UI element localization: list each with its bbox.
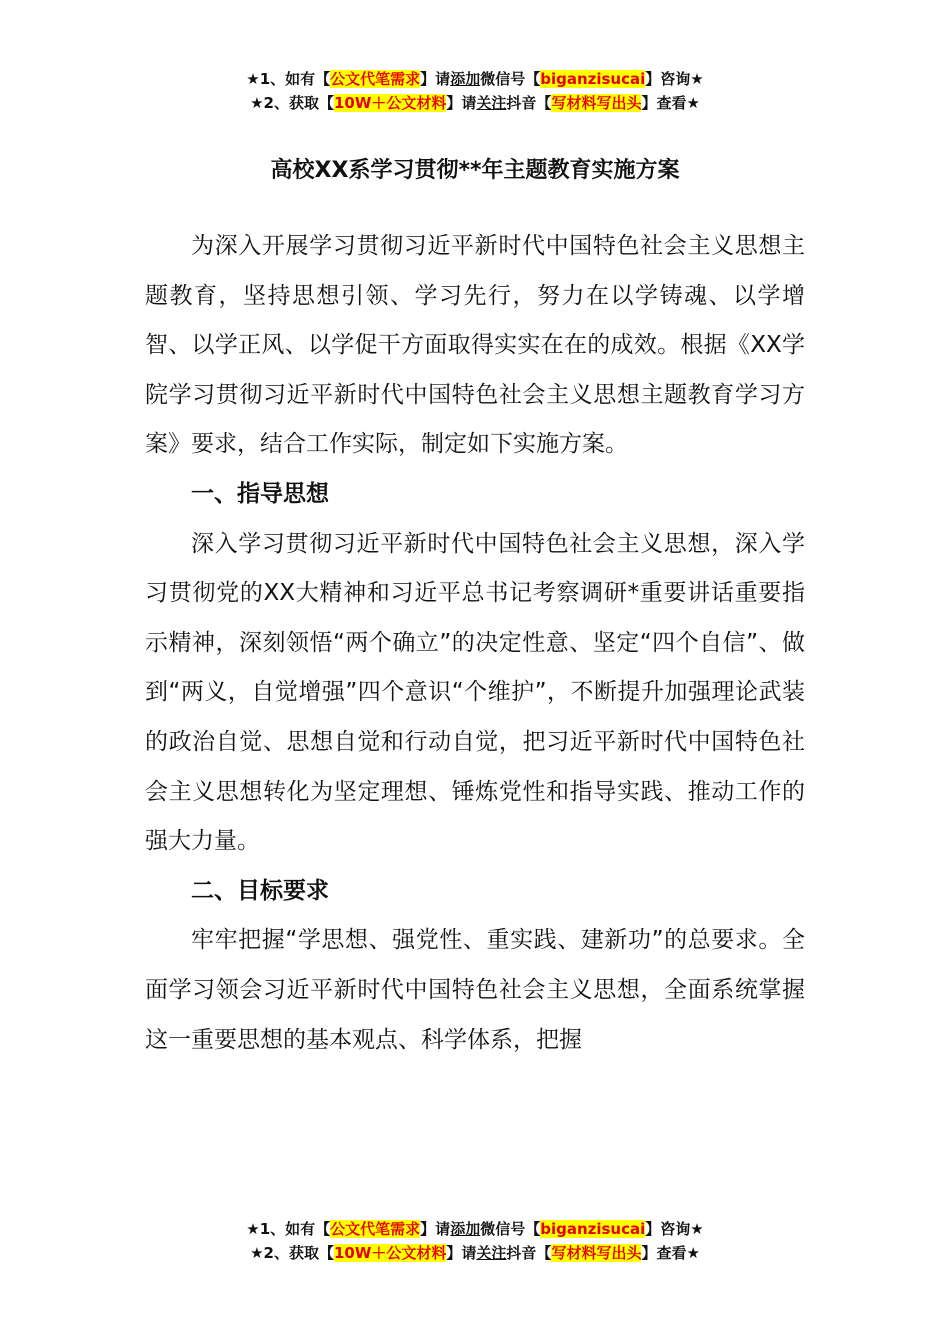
banner-text: 】咨询★ [645, 1220, 704, 1238]
banner-text: ★1、如有【 [246, 1220, 331, 1238]
document-title: 高校XX系学习贯彻**年主题教育实施方案 [270, 158, 680, 183]
banner-highlight: 写材料写出头 [551, 1244, 642, 1262]
document-body [145, 222, 805, 1065]
header-banner [0, 67, 950, 115]
banner-text: 抖音【 [506, 1244, 552, 1262]
banner-underlined: 添加 [450, 70, 481, 88]
banner-underlined: 添加 [450, 1220, 481, 1238]
banner-highlight: 公文代笔需求 [330, 70, 421, 88]
section-heading-1: 一、指导思想 [191, 480, 329, 507]
banner-underlined: 关注 [476, 94, 507, 112]
banner-line-2 [0, 91, 950, 115]
banner-highlight: biganzisucai [540, 1220, 646, 1238]
banner-underlined: 关注 [476, 1244, 507, 1262]
banner-highlight: 10W＋公文材料 [333, 94, 447, 112]
banner-text: ★1、如有【 [246, 70, 331, 88]
banner-text: 】咨询★ [645, 70, 704, 88]
banner-text: ★2、获取【 [250, 94, 334, 112]
intro-paragraph: 为深入开展学习贯彻习近平新时代中国特色社会主义思想主题教育，坚持思想引领、学习先行，努力在以学铸魂、以学增智、以学正风、以学促干方面取得实实在在的成效。根据《XX学院学习贯彻习近平新时代中国特色社会主义思想主题教育学习方案》要求，结合工作实际，制定如下实施方案。 [145, 233, 805, 458]
banner-text: ★2、获取【 [250, 1244, 334, 1262]
banner-text: 】请 [446, 1244, 477, 1262]
banner-highlight: 10W＋公文材料 [333, 1244, 447, 1262]
banner-highlight: 写材料写出头 [551, 94, 642, 112]
banner-text: 微信号【 [480, 1220, 541, 1238]
section-paragraph-2: 牢牢把握“学思想、强党性、重实践、建新功”的总要求。全面学习领会习近平新时代中国特色社会主义思想，全面系统掌握这一重要思想的基本观点、科学体系，把握 [145, 927, 805, 1053]
footer-banner [0, 1217, 950, 1265]
banner-text: 】请 [420, 70, 451, 88]
banner-text: 】请 [420, 1220, 451, 1238]
banner-text: 】请 [446, 94, 477, 112]
banner-text: 微信号【 [480, 70, 541, 88]
banner-text: 抖音【 [506, 94, 552, 112]
banner-text: 】查看★ [641, 94, 700, 112]
banner-highlight: 公文代笔需求 [330, 1220, 421, 1238]
banner-line-1 [0, 1217, 950, 1241]
banner-line-2 [0, 1241, 950, 1265]
banner-line-1 [0, 67, 950, 91]
section-paragraph-1: 深入学习贯彻习近平新时代中国特色社会主义思想，深入学习贯彻党的XX大精神和习近平总书记考察调研*重要讲话重要指示精神，深刻领悟“两个确立”的决定性意、坚定“四个自信”、做到“两义，自觉增强”四个意识“个维护”，不断提升加强理论武装的政治自觉、思想自觉和行动自觉，把习近平新时代中国特色社会主义思想转化为坚定理想、锤炼党性和指导实践、推动工作的强大力量。 [145, 530, 805, 855]
banner-text: 】查看★ [641, 1244, 700, 1262]
section-heading-2: 二、目标要求 [191, 877, 329, 904]
banner-highlight: biganzisucai [540, 70, 646, 88]
